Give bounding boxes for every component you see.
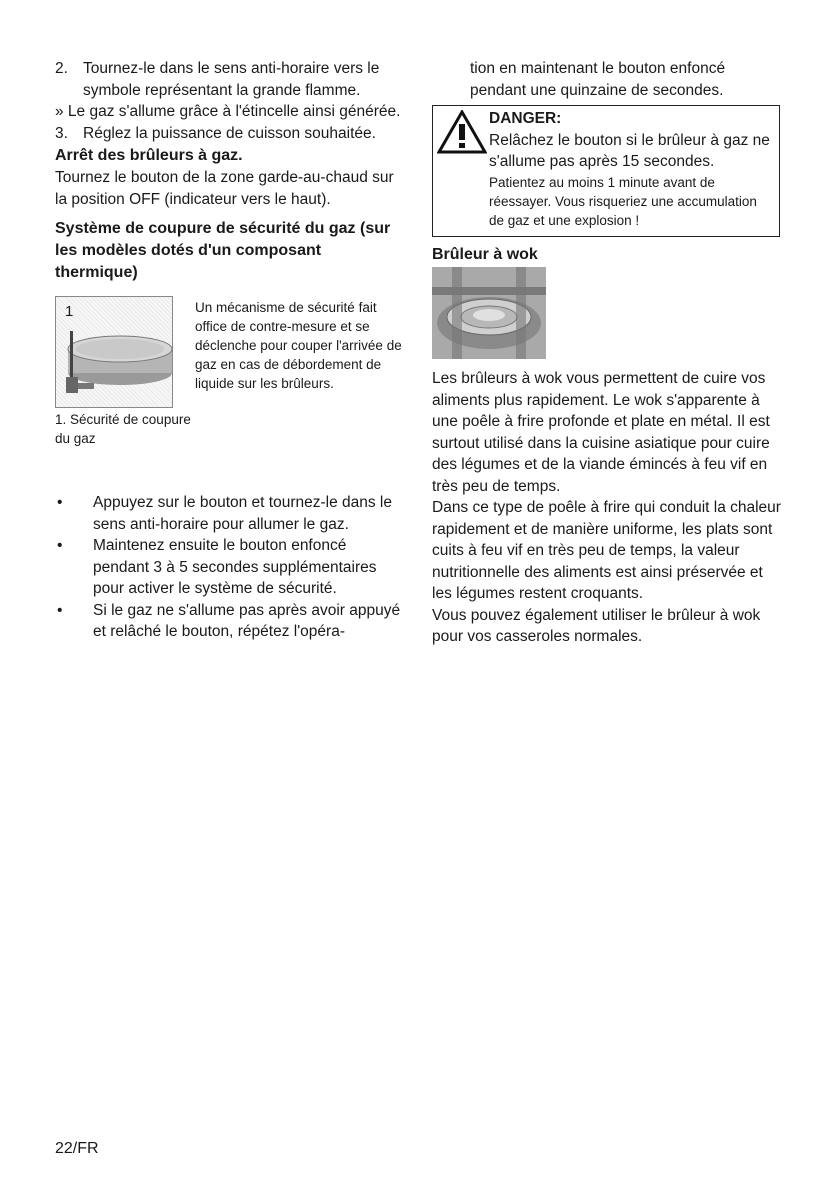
- step-2: [55, 58, 405, 101]
- continued-text: tion en maintenant le bouton enfoncé pendant une quinzaine de secondes.: [470, 60, 726, 99]
- ignition-result: » Le gaz s'allume grâce à l'étincelle ainsi générée.: [55, 103, 401, 120]
- danger-title: DANGER:: [489, 110, 562, 127]
- heading-stop-burners: Arrêt des brûleurs à gaz.: [55, 147, 243, 164]
- heading-gas-safety: Système de coupure de sécurité du gaz (sur les modèles dotés d'un composant thermique): [55, 220, 391, 281]
- figure-caption: 1. Sécurité de coupure du gaz: [55, 412, 191, 446]
- warning-triangle-icon: [437, 110, 487, 154]
- figure-label: 1: [65, 303, 74, 320]
- danger-box: [432, 105, 780, 237]
- wok-paragraph-2: Dans ce type de poêle à frire qui conduit la chaleur rapidement et de manière uniforme, les plats sont cuits à feu vif en très peu de temps, la valeur nutritionnelle des aliments est ainsi préservée et les légumes restent croquants.: [432, 499, 781, 602]
- safety-steps-list: [55, 492, 405, 643]
- step-text: Réglez la puissance de cuisson souhaitée.: [83, 124, 376, 142]
- thermocouple-image: [55, 296, 173, 408]
- list-item: [55, 600, 405, 643]
- danger-text: Relâchez le bouton si le brûleur à gaz ne s'allume pas après 15 secondes.: [489, 131, 770, 170]
- page-number: 22/FR: [55, 1140, 99, 1157]
- wok-paragraph-3: Vous pouvez également utiliser le brûleur à wok pour vos casseroles normales.: [432, 606, 761, 645]
- stop-burners-text: Tournez le bouton de la zone garde-au-chaud sur la position OFF (indicateur vers le haut).: [55, 169, 394, 208]
- list-item: [55, 535, 405, 600]
- list-item: [55, 492, 405, 535]
- danger-note: Patientez au moins 1 minute avant de réessayer. Vous risqueriez une accumulation de gaz et une explosion !: [489, 174, 757, 228]
- heading-wok-burner: Brûleur à wok: [432, 245, 538, 263]
- burner-illustration: [56, 297, 172, 407]
- bullet: •: [57, 494, 63, 511]
- safety-figure: [55, 296, 405, 448]
- list-item-text: Si le gaz ne s'allume pas après avoir appuyé et relâché le bouton, répétez l'opéra-: [93, 601, 401, 640]
- bullet: •: [57, 601, 63, 619]
- wok-burner-image: [432, 267, 546, 359]
- figure-description: Un mécanisme de sécurité fait office de contre-mesure et se déclenche pour couper l'arrivée de gaz en cas de débordement de liquide sur les brûleurs.: [195, 300, 402, 391]
- step-text: Tournez-le dans le sens anti-horaire vers le symbole représentant la grande flamme.: [83, 60, 380, 99]
- list-item-text: Appuyez sur le bouton et tournez-le dans le sens anti-horaire pour allumer le gaz.: [93, 494, 392, 533]
- wok-paragraph-1: Les brûleurs à wok vous permettent de cuire vos aliments plus rapidement. Le wok s'apparente à une poêle à frire profonde et plate en métal. Il est surtout utilisé dans la cuisine asiatique pour cuire des légumes et de la viande émincés à feu vif en très peu de temps.: [432, 370, 770, 495]
- step-number: 3.: [55, 124, 68, 142]
- left-column: [55, 58, 405, 643]
- right-column: [432, 58, 784, 648]
- list-item-text: Maintenez ensuite le bouton enfoncé pendant 3 à 5 secondes supplémentaires pour activer le système de sécurité.: [93, 537, 377, 597]
- step-3: [55, 123, 405, 145]
- bullet: •: [57, 537, 63, 554]
- step-number: 2.: [55, 60, 68, 77]
